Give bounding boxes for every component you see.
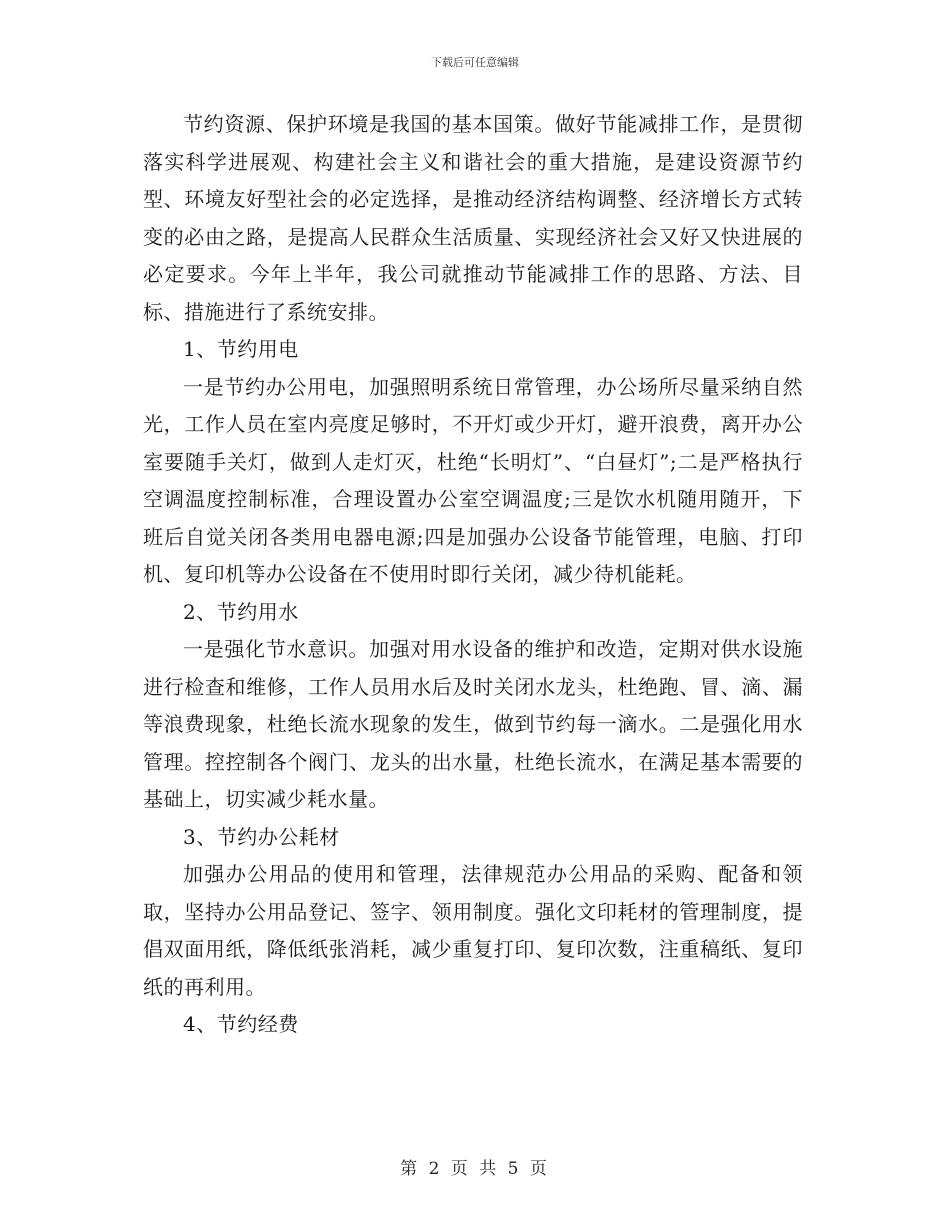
- section-body-electricity: 一是节约办公用电，加强照明系统日常管理，办公场所尽量采纳自然光，工作人员在室内亮度足够时，不开灯或少开灯，避开浪费，离开办公室要随手关灯，做到人走灯灭，杜绝“长明灯”、“白昼灯”;二是严格执行空调温度控制标准，合理设置办公室空调温度;三是饮水机随用随开，下班后自觉关闭各类用电器电源;四是加强办公设备节能管理，电脑、打印机、复印机等办公设备在不使用时即行关闭，减少待机能耗。: [143, 374, 803, 586]
- section-body-office-supplies: 加强办公用品的使用和管理，法律规范办公用品的采购、配备和领取，坚持办公用品登记、签字、领用制度。强化文印耗材的管理制度，提倡双面用纸，降低纸张消耗，减少重复打印、复印次数，注重稿纸、复印纸的再利用。: [143, 862, 803, 999]
- section-heading-electricity: 1、节约用电: [183, 337, 299, 361]
- page-header-note: 下载后可任意编辑: [431, 56, 519, 69]
- section-heading-funds: 4、节约经费: [183, 1012, 299, 1036]
- section-body-water: 一是强化节水意识。加强对用水设备的维护和改造，定期对供水设施进行检查和维修，工作人员用水后及时关闭水龙头，杜绝跑、冒、滴、漏等浪费现象，杜绝长流水现象的发生，做到节约每一滴水。二是强化用水管理。控控制各个阀门、龙头的出水量，杜绝长流水，在满足基本需要的基础上，切实减少耗水量。: [143, 637, 803, 811]
- document-body: [143, 106, 803, 1044]
- intro-paragraph: 节约资源、保护环境是我国的基本国策。做好节能减排工作，是贯彻落实科学进展观、构建社会主义和谐社会的重大措施，是建设资源节约型、环境友好型社会的必定选择，是推动经济结构调整、经济增长方式转变的必由之路，是提高人民群众生活质量、实现经济社会又好又快进展的必定要求。今年上半年，我公司就推动节能减排工作的思路、方法、目标、措施进行了系统安排。: [143, 112, 803, 324]
- section-heading-water: 2、节约用水: [183, 599, 299, 624]
- section-heading-office-supplies: 3、节约办公耗材: [183, 824, 340, 849]
- page-number: 第 2 页 共 5 页: [400, 1159, 550, 1179]
